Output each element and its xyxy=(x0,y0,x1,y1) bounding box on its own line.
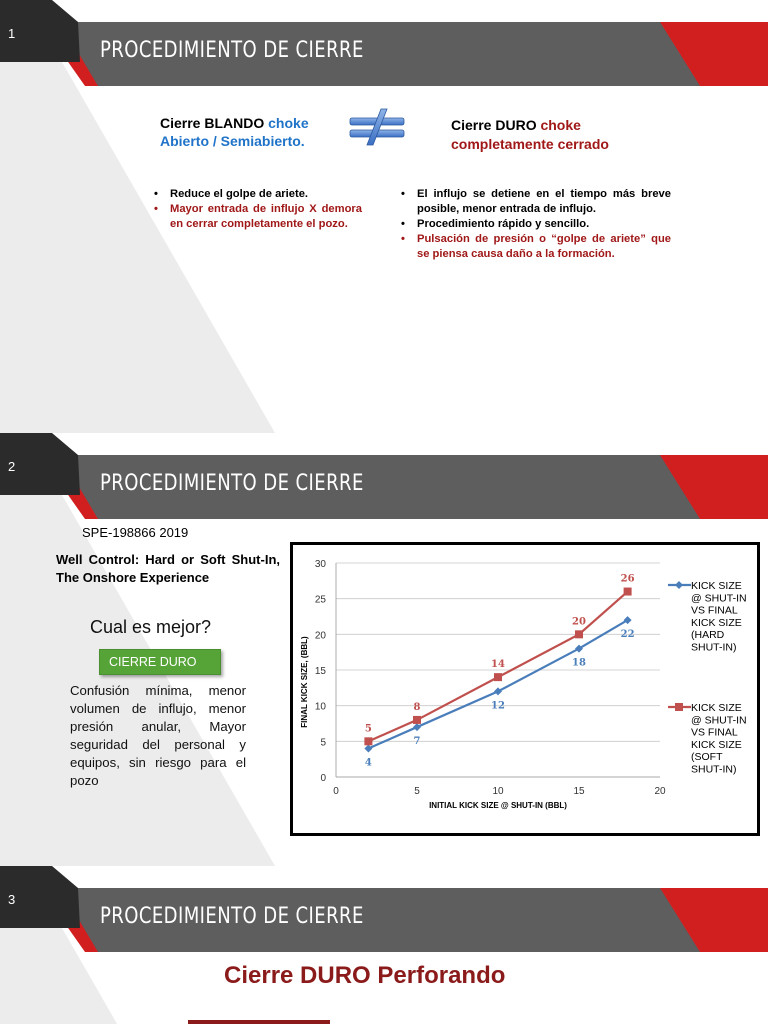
soft-heading-part2: choke Abierto / Semiabierto. xyxy=(160,115,309,149)
data-point xyxy=(364,737,372,745)
x-tick-label: 20 xyxy=(654,786,666,797)
legend-text: (HARD xyxy=(691,629,725,642)
chart-svg xyxy=(293,545,757,833)
section-bar xyxy=(188,1020,330,1024)
data-point xyxy=(364,744,372,752)
list-item: • El influjo se detiene en el tiempo más breve posible, menor entrada de influjo. xyxy=(399,187,671,217)
data-point xyxy=(494,687,502,695)
slide-2[interactable] xyxy=(0,433,768,866)
y-tick-label: 20 xyxy=(314,630,326,642)
y-axis-label: FINAL KICK SIZE, (BBL) xyxy=(300,636,309,728)
paper-title: Well Control: Hard or Soft Shut-In, The Onshore Experience xyxy=(56,552,280,585)
list-item: • Mayor entrada de influjo X demora en cerrar completamente el pozo. xyxy=(152,202,362,232)
slide-background xyxy=(0,866,768,1024)
legend-text: KICK SIZE xyxy=(691,616,742,629)
data-point xyxy=(494,673,502,681)
data-label: 22 xyxy=(620,629,635,641)
hard-heading-part1: Cierre DURO xyxy=(451,117,541,133)
data-label: 8 xyxy=(413,701,421,713)
data-label: 7 xyxy=(413,736,421,748)
hard-heading-part2: choke completamente cerrado xyxy=(451,117,609,152)
y-tick-label: 30 xyxy=(314,559,326,570)
legend-text: @ SHUT-IN xyxy=(691,592,747,605)
y-tick-label: 10 xyxy=(314,701,326,713)
legend-text: KICK SIZE xyxy=(691,738,742,751)
data-label: 5 xyxy=(364,723,372,735)
legend-text: (SOFT xyxy=(691,751,723,764)
data-point xyxy=(413,716,421,724)
x-axis-label: INITIAL KICK SIZE @ SHUT-IN (BBL) xyxy=(429,801,567,810)
x-tick-label: 5 xyxy=(414,786,420,797)
slide-title: PROCEDIMIENTO DE CIERRE xyxy=(100,38,364,63)
question-text: Cual es mejor? xyxy=(90,617,212,637)
kick-size-chart xyxy=(290,542,760,836)
legend-text: SHUT-IN) xyxy=(691,641,737,654)
y-tick-label: 25 xyxy=(314,594,326,606)
cierre-duro-button[interactable]: CIERRE DURO xyxy=(99,649,221,675)
list-item: • Procedimiento rápido y sencillo. xyxy=(399,217,671,232)
data-label: 12 xyxy=(491,700,505,712)
legend-text: KICK SIZE xyxy=(691,580,742,592)
x-tick-label: 0 xyxy=(333,786,339,797)
legend-marker xyxy=(675,703,683,711)
legend-text: VS FINAL xyxy=(691,726,738,739)
x-tick-label: 10 xyxy=(492,786,504,797)
soft-heading-part1: Cierre BLANDO xyxy=(160,115,269,131)
slide-3[interactable] xyxy=(0,866,768,1024)
soft-shut-in-heading xyxy=(160,114,360,150)
not-equal-icon xyxy=(348,108,406,146)
legend-text: VS FINAL xyxy=(691,604,738,617)
paper-reference: SPE-198866 2019 xyxy=(82,525,189,540)
data-point xyxy=(624,588,632,596)
y-tick-label: 15 xyxy=(314,666,326,677)
slide-1[interactable] xyxy=(0,0,768,433)
legend-text: SHUT-IN) xyxy=(691,763,737,776)
legend-text: KICK SIZE xyxy=(691,702,742,714)
list-item: • Reduce el golpe de ariete. xyxy=(152,187,362,202)
series-line xyxy=(368,620,627,748)
data-point xyxy=(575,630,583,638)
hard-shut-in-drilling-heading: Cierre DURO Perforando xyxy=(224,962,506,989)
legend-text: @ SHUT-IN xyxy=(691,714,747,727)
slide-title: PROCEDIMIENTO DE CIERRE xyxy=(100,471,364,496)
data-point xyxy=(413,723,421,731)
y-tick-label: 0 xyxy=(320,773,326,784)
soft-shut-in-bullets xyxy=(152,187,362,232)
data-label: 14 xyxy=(491,659,505,671)
hard-shut-in-heading xyxy=(451,116,661,154)
answer-text: Confusión mínima, menor volumen de influjo, menor presión anular, Mayor seguridad del personal y equipos, sin riesgo para el pozo xyxy=(70,683,246,788)
data-label: 4 xyxy=(364,757,372,769)
slide-number: 2 xyxy=(8,459,16,474)
slide-title: PROCEDIMIENTO DE CIERRE xyxy=(100,904,364,929)
hard-shut-in-bullets xyxy=(399,187,671,262)
data-label: 18 xyxy=(572,657,586,669)
list-item: • Pulsación de presión o “golpe de ariete” que se piensa causa daño a la formación. xyxy=(399,232,671,262)
data-label: 20 xyxy=(572,616,586,628)
data-label: 26 xyxy=(620,573,635,585)
legend-marker xyxy=(675,581,683,589)
x-tick-label: 15 xyxy=(573,786,585,797)
y-tick-label: 5 xyxy=(320,737,326,749)
slide-number: 1 xyxy=(8,26,16,41)
slide-number: 3 xyxy=(8,892,16,907)
